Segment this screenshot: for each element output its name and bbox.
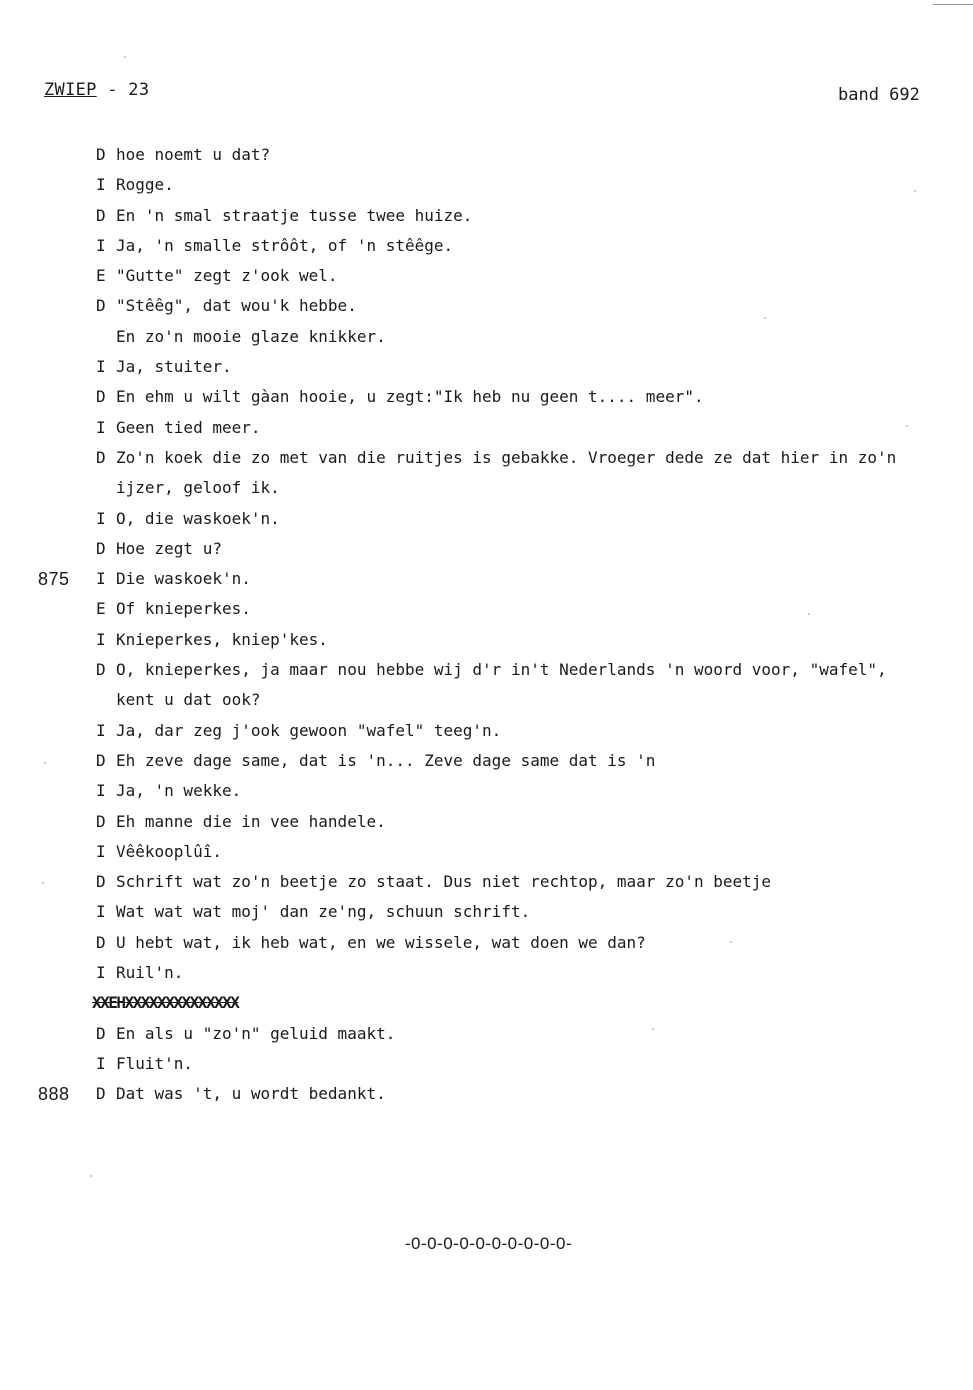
- transcript-line: [0, 928, 973, 958]
- transcript-line: [0, 473, 973, 503]
- tape-counter-number: 875: [38, 569, 70, 590]
- transcript-line: [0, 504, 973, 534]
- speaker-code: I: [96, 720, 106, 740]
- transcript-line: [0, 685, 973, 715]
- utterance-text: Ja, stuiter.: [116, 357, 232, 377]
- speaker-code: D: [96, 145, 106, 164]
- transcript-line: [0, 140, 973, 170]
- transcript-line: [0, 291, 973, 321]
- transcript-line: [0, 443, 973, 473]
- transcript-line: [0, 1079, 973, 1109]
- transcript: [0, 140, 973, 1110]
- document-title: ZWIEP: [44, 80, 97, 100]
- transcript-line: [0, 776, 973, 806]
- transcript-line: [0, 231, 973, 261]
- speaker-code: D: [96, 205, 106, 225]
- utterance-text: ijzer, geloof ik.: [116, 478, 280, 498]
- utterance-text: kent u dat ook?: [116, 690, 261, 710]
- end-marker: -0-0-0-0-0-0-0-0-0-0-: [404, 1234, 573, 1253]
- utterance-text: O, knieperkes, ja maar nou hebbe wij d'r in't Nederlands 'n woord voor, "wafel",: [116, 660, 887, 680]
- speaker-code: I: [96, 781, 106, 801]
- utterance-text: Hoe zegt u?: [116, 538, 222, 558]
- utterance-text: Eh zeve dage same, dat is 'n... Zeve dage same dat is 'n: [116, 750, 656, 770]
- speaker-code: D: [96, 387, 106, 407]
- speaker-code: I: [96, 841, 106, 861]
- utterance-text: Wat wat wat moj' dan ze'ng, schuun schrift.: [116, 902, 531, 922]
- utterance-text: Of knieperkes.: [116, 599, 251, 619]
- tape-counter-number: 888: [38, 1084, 70, 1105]
- speaker-code: I: [96, 963, 106, 983]
- transcript-line: [0, 322, 973, 352]
- utterance-text: Ruil'n.: [116, 963, 184, 983]
- transcript-line: [0, 413, 973, 443]
- utterance-text: hoe noemt u dat?: [116, 145, 271, 164]
- utterance-text: Eh manne die in vee handele.: [116, 811, 386, 831]
- utterance-text: En ehm u wilt gàan hooie, u zegt:"Ik heb nu geen t.... meer".: [116, 387, 704, 407]
- scan-speck: [90, 1175, 92, 1177]
- transcript-line: [0, 625, 973, 655]
- speaker-code: I: [96, 629, 106, 649]
- page-header: [44, 80, 149, 100]
- scan-speck: [124, 56, 126, 58]
- utterance-text: Dat was 't, u wordt bedankt.: [116, 1084, 386, 1104]
- transcript-line: [0, 867, 973, 897]
- speaker-code: D: [96, 872, 106, 892]
- speaker-code: D: [96, 447, 106, 467]
- speaker-code: E: [96, 266, 106, 286]
- transcript-line: [0, 534, 973, 564]
- utterance-text: "Stêêg", dat wou'k hebbe.: [116, 296, 357, 316]
- utterance-text: En als u "zo'n" geluid maakt.: [116, 1023, 396, 1043]
- transcript-line: [0, 988, 973, 1018]
- speaker-code: D: [96, 811, 106, 831]
- utterance-text: Schrift wat zo'n beetje zo staat. Dus niet rechtop, maar zo'n beetje: [116, 872, 772, 892]
- speaker-code: I: [96, 235, 106, 255]
- scan-speck: [730, 941, 732, 943]
- speaker-code: I: [96, 569, 106, 589]
- speaker-code: I: [96, 175, 106, 195]
- speaker-code: D: [96, 660, 106, 680]
- utterance-text: Ja, dar zeg j'ook gewoon "wafel" teeg'n.: [116, 720, 502, 740]
- transcript-line: [0, 1049, 973, 1079]
- transcript-line: [0, 897, 973, 927]
- utterance-text: O, die waskoek'n.: [116, 508, 280, 528]
- speaker-code: I: [96, 1053, 106, 1073]
- utterance-text: Geen tied meer.: [116, 417, 261, 437]
- scan-speck: [652, 1028, 654, 1030]
- speaker-code: E: [96, 599, 106, 619]
- speaker-code: D: [96, 296, 106, 316]
- transcript-line: [0, 261, 973, 291]
- page-number: - 23: [107, 80, 150, 100]
- speaker-code: D: [96, 538, 106, 558]
- utterance-text: Rogge.: [116, 175, 174, 195]
- transcript-line: [0, 807, 973, 837]
- transcript-line: [0, 746, 973, 776]
- struck-out-text: XXEHXXXXXXXXXXXXXX: [92, 993, 239, 1013]
- transcript-line: [0, 170, 973, 200]
- transcript-line: [0, 837, 973, 867]
- utterance-text: Knieperkes, kniep'kes.: [116, 629, 328, 649]
- scan-speck: [914, 190, 916, 192]
- utterance-text: En zo'n mooie glaze knikker.: [116, 326, 386, 346]
- tape-number: band 692: [838, 85, 920, 105]
- scan-speck: [764, 317, 766, 319]
- speaker-code: D: [96, 750, 106, 770]
- scan-speck: [808, 613, 810, 615]
- speaker-code: D: [96, 1084, 106, 1104]
- utterance-text: "Gutte" zegt z'ook wel.: [116, 266, 338, 286]
- transcript-line: [0, 564, 973, 594]
- speaker-code: D: [96, 1023, 106, 1043]
- scan-speck: [42, 882, 44, 884]
- utterance-text: Vêêkooplûî.: [116, 841, 222, 861]
- utterance-text: Ja, 'n smalle strôôt, of 'n stêêge.: [116, 235, 454, 255]
- transcript-line: [0, 382, 973, 412]
- scan-speck: [906, 425, 908, 427]
- utterance-text: Ja, 'n wekke.: [116, 781, 242, 801]
- transcript-line: [0, 1019, 973, 1049]
- transcript-line: [0, 352, 973, 382]
- transcript-line: [0, 594, 973, 624]
- top-edge-rule: [933, 4, 973, 5]
- speaker-code: I: [96, 508, 106, 528]
- transcript-line: [0, 716, 973, 746]
- speaker-code: I: [96, 902, 106, 922]
- transcript-line: [0, 655, 973, 685]
- utterance-text: Zo'n koek die zo met van die ruitjes is gebakke. Vroeger dede ze dat hier in zo'n: [116, 447, 897, 467]
- utterance-text: U hebt wat, ik heb wat, en we wissele, wat doen we dan?: [116, 932, 646, 952]
- speaker-code: I: [96, 417, 106, 437]
- transcript-line: [0, 201, 973, 231]
- utterance-text: Fluit'n.: [116, 1053, 194, 1073]
- speaker-code: I: [96, 357, 106, 377]
- utterance-text: Die waskoek'n.: [116, 569, 251, 589]
- scan-speck: [44, 762, 46, 764]
- speaker-code: D: [96, 932, 106, 952]
- transcript-line: [0, 958, 973, 988]
- utterance-text: En 'n smal straatje tusse twee huize.: [116, 205, 473, 225]
